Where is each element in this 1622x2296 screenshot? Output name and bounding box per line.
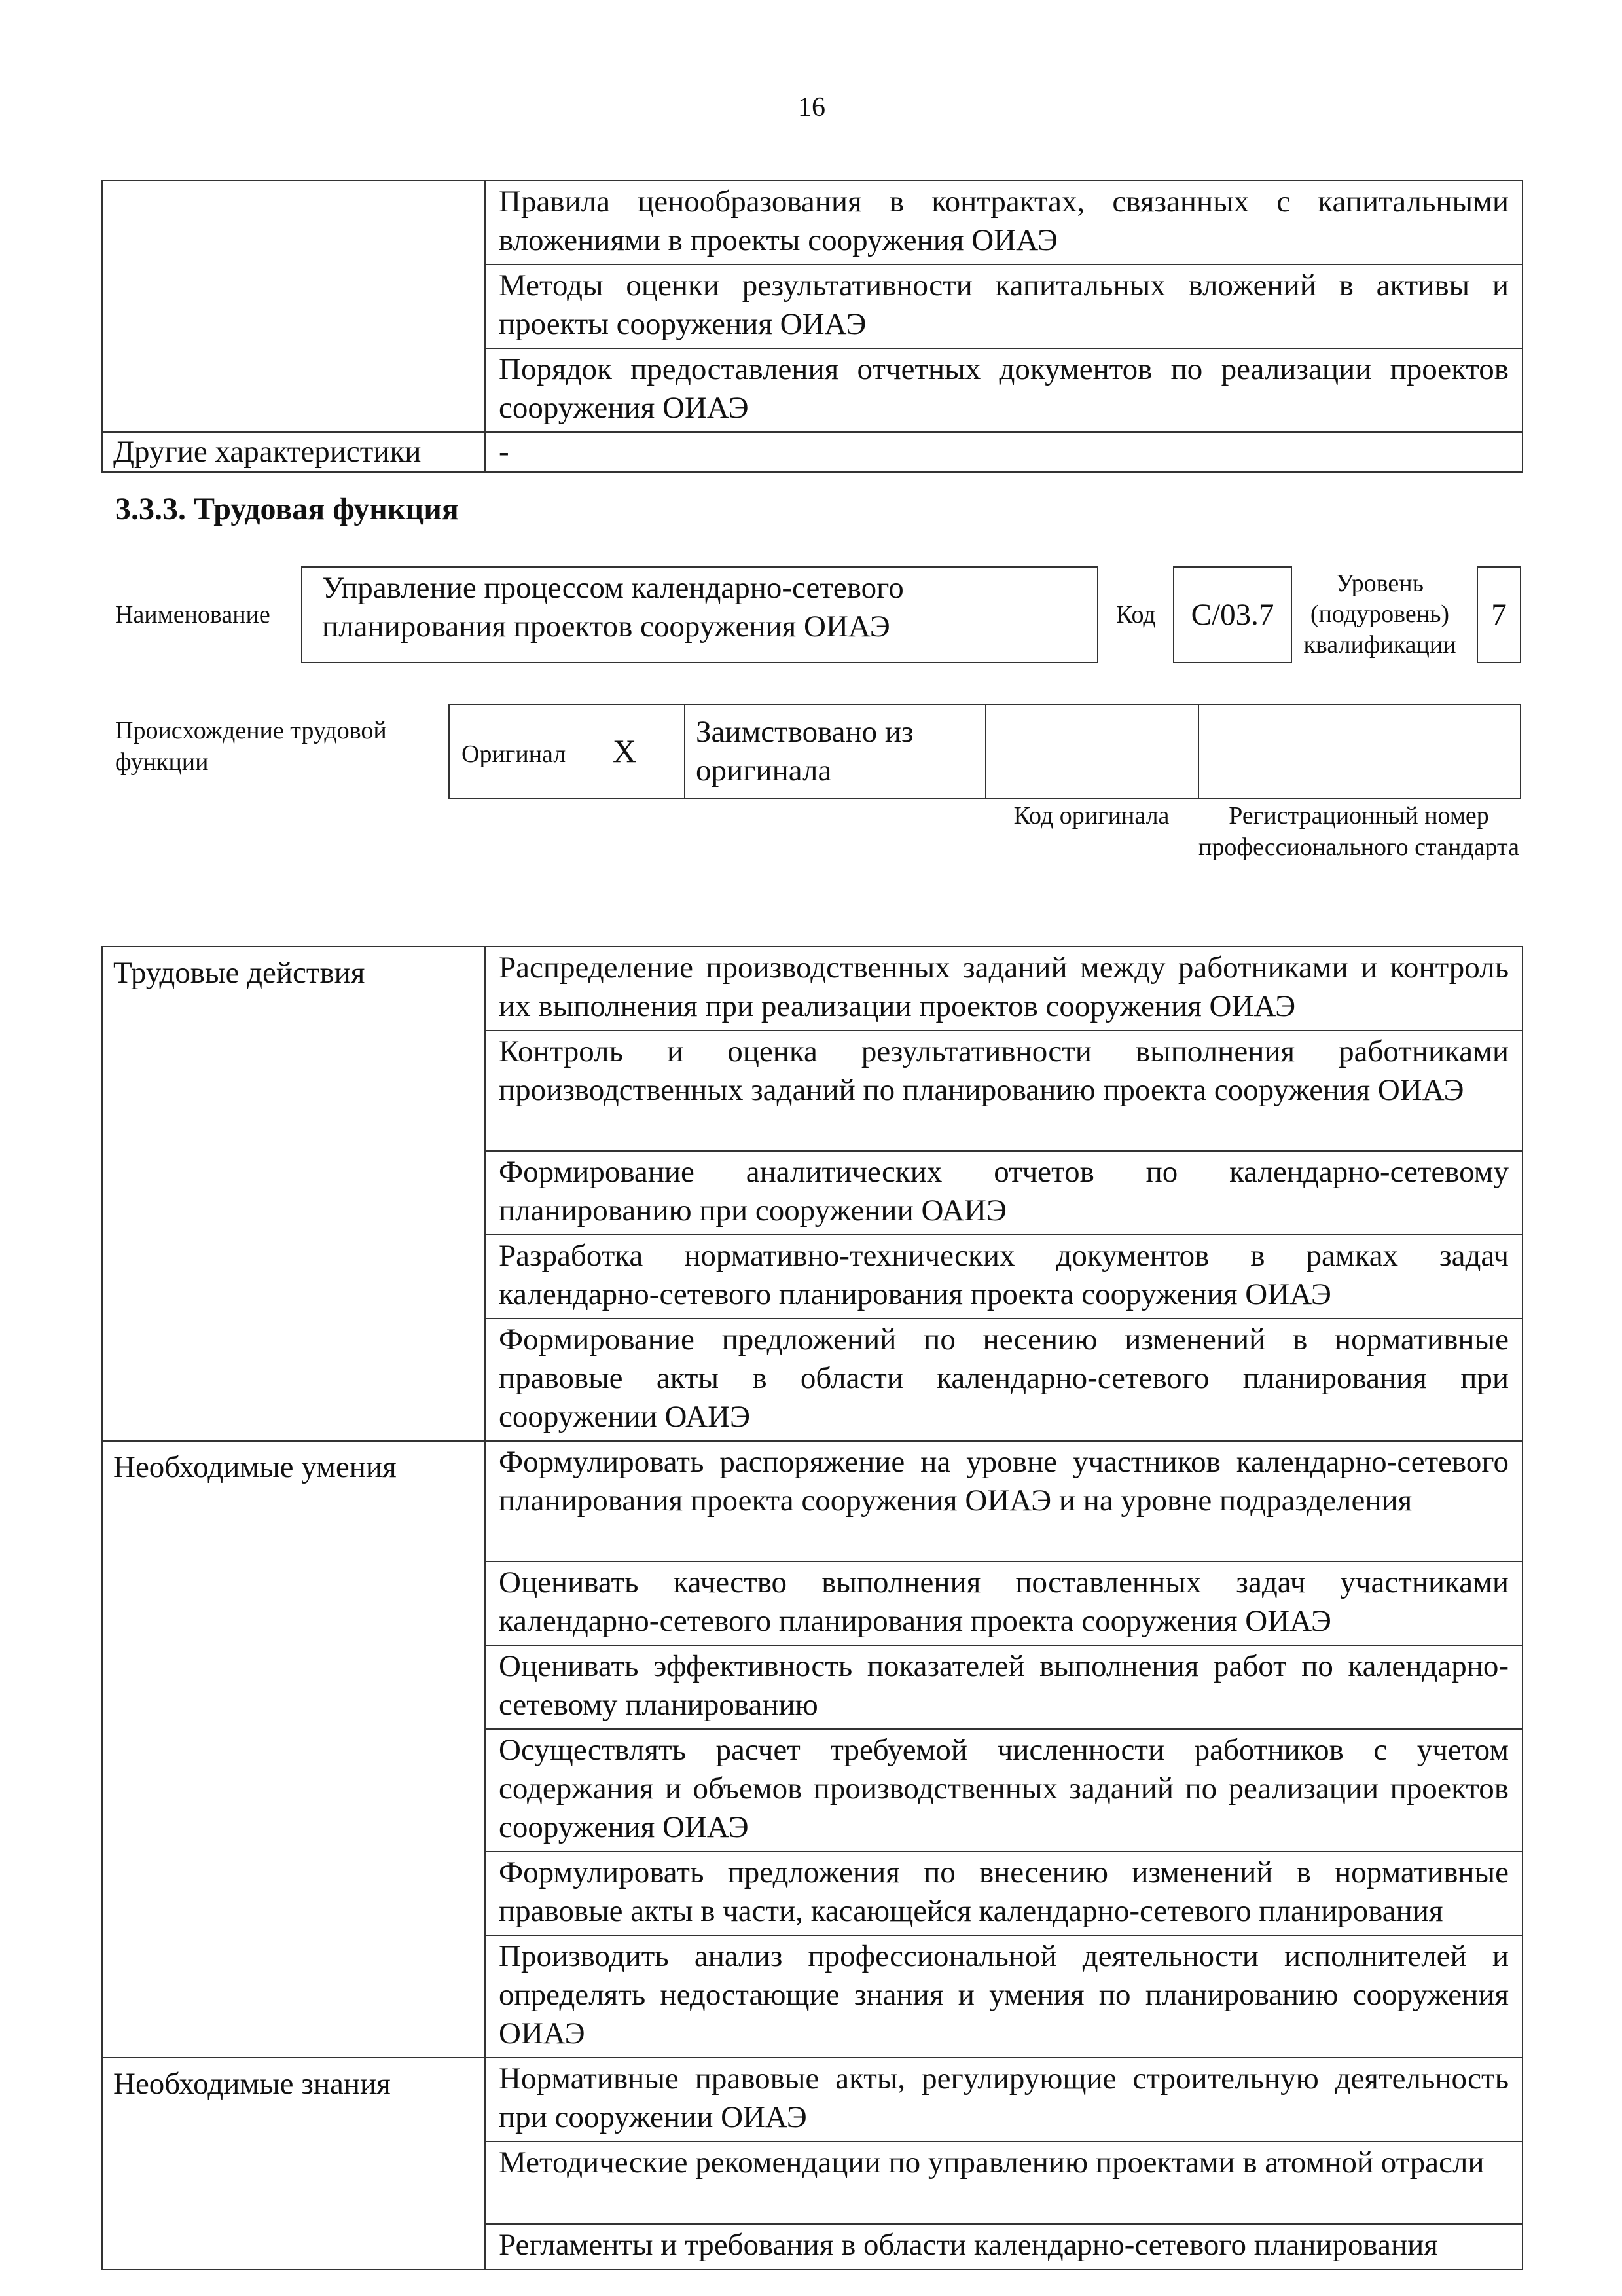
- table-cell: Контроль и оценка результативности выполнения работниками производственных заданий по планированию проекта сооружения ОИАЭ: [485, 1030, 1523, 1151]
- row-label-skills: Необходимые умения: [102, 1441, 485, 2058]
- registration-number-caption: Регистрационный номер профессионального стандарта: [1198, 802, 1519, 861]
- function-name: Управление процессом календарно-сетевого планирования проектов сооружения ОИАЭ: [322, 571, 904, 644]
- row-label-labor-actions: Трудовые действия: [102, 947, 485, 1441]
- code-box: [1173, 566, 1292, 663]
- table-cell: Формулировать распоряжение на уровне участников календарно-сетевого планирования проекта сооружения ОИАЭ и на уровне подразделения: [485, 1441, 1523, 1561]
- top-table: [101, 180, 1523, 473]
- table-cell: Разработка нормативно-технических документов в рамках задач календарно-сетевого планирования проекта сооружения ОИАЭ: [485, 1235, 1523, 1319]
- table-cell: Правила ценообразования в контрактах, связанных с капитальными вложениями в проекты сооружения ОИАЭ: [485, 181, 1523, 264]
- original-mark: Х: [612, 732, 637, 769]
- row-label-knowledge: Необходимые знания: [102, 2058, 485, 2269]
- name-label: Наименование: [115, 601, 270, 629]
- origin-table: [448, 704, 1521, 799]
- registration-number-cell: [1198, 704, 1521, 799]
- table-cell: Нормативные правовые акты, регулирующие строительную деятельность при сооружении ОИАЭ: [485, 2058, 1523, 2141]
- function-name-box: [301, 566, 1098, 663]
- level-box: [1477, 566, 1521, 663]
- level-value: 7: [1491, 598, 1507, 632]
- row-label: Другие характеристики: [102, 432, 485, 472]
- table-row: [102, 2058, 1523, 2141]
- original-code-caption: Код оригинала: [1013, 802, 1170, 829]
- section-heading: 3.3.3. Трудовая функция: [115, 492, 459, 526]
- original-cell: [449, 704, 685, 799]
- table-cell: Оценивать качество выполнения поставленных задач участниками календарно-сетевого планирования проекта сооружения ОИАЭ: [485, 1561, 1523, 1645]
- table-cell: Формулировать предложения по внесению изменений в нормативные правовые акты в части, касающейся календарно-сетевого планирования: [485, 1851, 1523, 1935]
- table-row: [102, 1441, 1523, 1561]
- table-cell: Регламенты и требования в области календарно-сетевого планирования: [485, 2224, 1523, 2269]
- main-table: [101, 946, 1523, 2270]
- table-cell: Порядок предоставления отчетных документов по реализации проектов сооружения ОИАЭ: [485, 348, 1523, 432]
- qualification-level-label: Уровень (подуровень) квалификации: [1303, 570, 1456, 659]
- table-cell: Осуществлять расчет требуемой численности работников с учетом содержания и объемов производственных заданий по реализации проектов сооружения ОИАЭ: [485, 1729, 1523, 1851]
- table-cell: Формирование аналитических отчетов по календарно-сетевому планированию при сооружении ОАИЭ: [485, 1151, 1523, 1235]
- code-label: Код: [1116, 601, 1156, 629]
- borrowed-label: Заимствовано из оригинала: [685, 704, 986, 799]
- table-cell-empty: [102, 181, 485, 432]
- table-row: [102, 432, 1523, 472]
- table-cell: Производить анализ профессиональной деятельности исполнителей и определять недостающие знания и умения по планированию сооружения ОИАЭ: [485, 1935, 1523, 2058]
- table-cell: Распределение производственных заданий между работниками и контроль их выполнения при реализации проектов сооружения ОИАЭ: [485, 947, 1523, 1030]
- page-number: 16: [798, 92, 825, 122]
- table-cell: -: [485, 432, 1523, 472]
- origin-label: Происхождение трудовой функции: [115, 717, 387, 776]
- original-label: Оригинал: [461, 740, 566, 768]
- table-row: [102, 181, 1523, 264]
- table-cell: Оценивать эффективность показателей выполнения работ по календарно-сетевому планированию: [485, 1645, 1523, 1729]
- table-cell: Формирование предложений по несению изменений в нормативные правовые акты в области календарно-сетевого планирования при сооружении ОАИЭ: [485, 1319, 1523, 1441]
- original-code-cell: [986, 704, 1198, 799]
- table-cell: Методические рекомендации по управлению проектами в атомной отрасли: [485, 2141, 1523, 2224]
- table-row: [449, 704, 1521, 799]
- code-value: С/03.7: [1191, 598, 1274, 632]
- table-row: [102, 947, 1523, 1030]
- table-cell: Методы оценки результативности капитальных вложений в активы и проекты сооружения ОИАЭ: [485, 264, 1523, 348]
